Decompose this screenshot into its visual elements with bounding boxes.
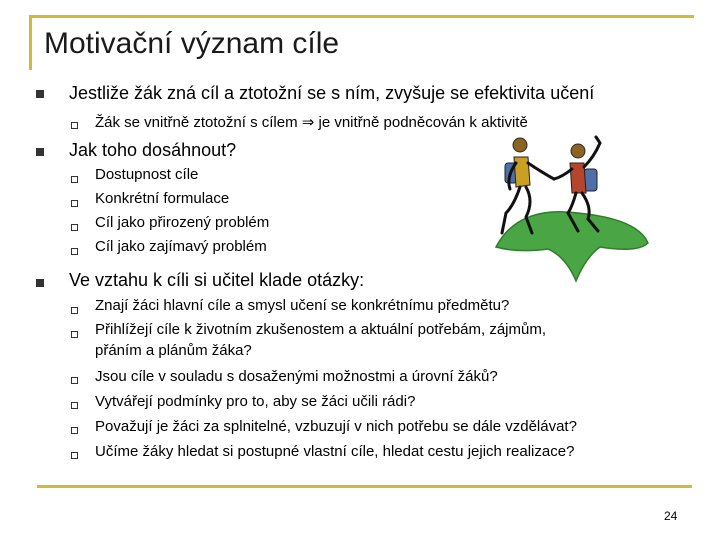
implies-arrow-icon: ⇒: [301, 114, 315, 131]
bullet-3-sub-5: Považují je žáci za splnitelné, vzbuzují v nich potřebu se dále vzdělávat?: [95, 418, 577, 435]
hollow-square-bullet-icon: [71, 200, 78, 207]
bullet-3-sub-1: Znají žáci hlavní cíle a smysl učení se konkrétnímu předmětu?: [95, 297, 510, 314]
square-bullet-icon: [36, 90, 44, 98]
bullet-3-sub-6: Učíme žáky hledat si postupné vlastní cíle, hledat cestu jejich realizace?: [95, 443, 575, 460]
hollow-square-bullet-icon: [71, 402, 78, 409]
bullet-3-sub-3: Jsou cíle v souladu s dosaženými možnostmi a úrovní žáků?: [95, 368, 498, 385]
sub-text-before: Žák se vnitřně ztotožní s cílem: [95, 114, 302, 131]
hollow-square-bullet-icon: [71, 307, 78, 314]
hollow-square-bullet-icon: [71, 427, 78, 434]
bullet-2-sub-2: Konkrétní formulace: [95, 190, 230, 207]
slide-title: Motivační význam cíle: [44, 27, 340, 60]
square-bullet-icon: [36, 279, 44, 287]
hollow-square-bullet-icon: [71, 248, 78, 255]
square-bullet-icon: [36, 148, 44, 156]
bullet-2-text: Jak toho dosáhnout?: [69, 140, 237, 160]
frame-top-line: [29, 15, 694, 18]
hollow-square-bullet-icon: [71, 331, 78, 338]
bullet-1-sub-1: [95, 113, 528, 133]
bullet-3-sub-2: Přihlížejí cíle k životním zkušenostem a aktuální potřebám, zájmům,: [95, 321, 547, 338]
frame-bottom-line: [37, 485, 692, 488]
bullet-3-sub-2-continuation: přáním a plánům žáka?: [95, 342, 252, 359]
hollow-square-bullet-icon: [71, 176, 78, 183]
hikers-on-hill-illustration: [488, 135, 658, 293]
hollow-square-bullet-icon: [71, 224, 78, 231]
bullet-2-sub-3: Cíl jako přirozený problém: [95, 214, 270, 231]
hollow-square-bullet-icon: [71, 377, 78, 384]
bullet-2-sub-4: Cíl jako zajímavý problém: [95, 238, 267, 255]
hollow-square-bullet-icon: [71, 122, 78, 129]
bullet-2-sub-1: Dostupnost cíle: [95, 166, 199, 183]
sub-text-after: je vnitřně podněcován k aktivitě: [314, 114, 528, 131]
hollow-square-bullet-icon: [71, 452, 78, 459]
page-number: 24: [664, 509, 678, 523]
bullet-1-text: Jestliže žák zná cíl a ztotožní se s ním, zvyšuje se efektivita učení: [69, 83, 595, 103]
bullet-3-sub-4: Vytvářejí podmínky pro to, aby se žáci učili rádi?: [95, 393, 416, 410]
frame-left-line: [29, 15, 32, 70]
bullet-3-text: Ve vztahu k cíli si učitel klade otázky:: [69, 270, 365, 290]
